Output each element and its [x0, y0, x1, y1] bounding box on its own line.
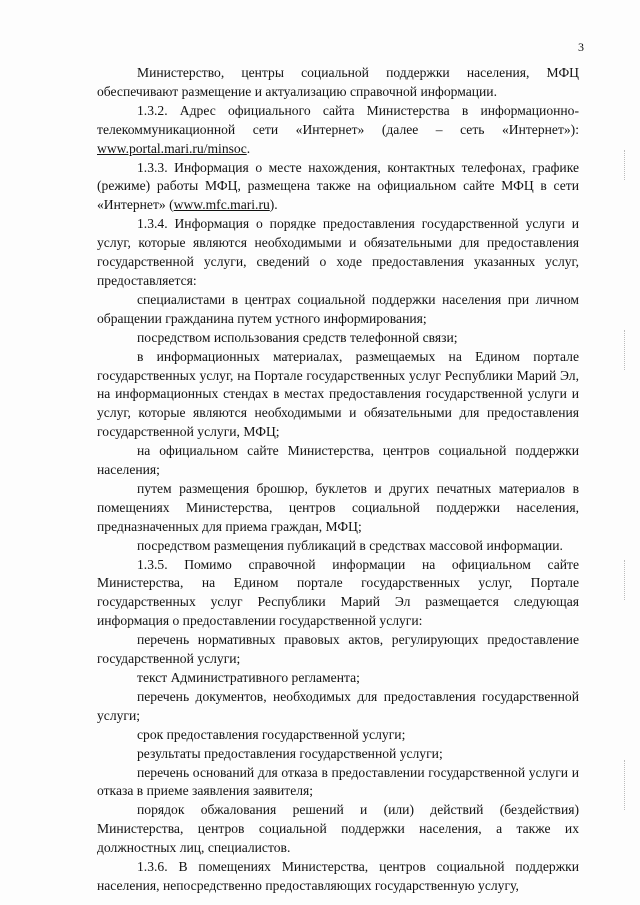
list-item: порядок обжалования решений и (или) действий (бездействия) Министерства, центров социальной поддержки населения, а также их должностных лиц, специалистов.	[97, 802, 579, 856]
list-item: на официальном сайте Министерства, центров социальной поддержки населения;	[97, 443, 579, 478]
page-number: 3	[578, 40, 584, 54]
mfc-site-link[interactable]: www.mfc.mari.ru	[173, 197, 270, 213]
paragraph-text: 1.3.2. Адрес официального сайта Министерства в информационно-телекоммуникационной сети «Интернет» (далее – сеть «Интернет»):	[97, 102, 579, 137]
list-item: в информационных материалах, размещаемых на Едином портале государственных услуг, на Портале государственных услуг Республики Марий Эл, на информационных стендах в местах предоставления государственной услуги и услуг, которые являются необходимыми и обязательными для предоставления государственной услуги, МФЦ;	[97, 348, 579, 440]
list-item: результаты предоставления государственной услуги;	[137, 745, 443, 761]
list-item: специалистами в центрах социальной поддержки населения при личном обращении гражданина путем устного информирования;	[97, 291, 579, 326]
list-item: путем размещения брошюр, буклетов и других печатных материалов в помещениях Министерства, центров социальной поддержки населения, предназначенных для приема граждан, МФЦ;	[97, 480, 579, 534]
paragraph-1-3-6: 1.3.6. В помещениях Министерства, центров социальной поддержки населения, непосредственно предоставляющих государственную услугу,	[97, 859, 579, 893]
punctuation: .	[246, 140, 251, 156]
list-item: посредством использования средств телефонной связи;	[137, 329, 458, 345]
scan-edge-mark	[624, 760, 626, 810]
list-item: перечень оснований для отказа в предоставлении государственной услуги и отказа в приеме заявления заявителя;	[97, 764, 579, 799]
list-item: перечень документов, необходимых для предоставления государственной услуги;	[97, 688, 579, 723]
scan-edge-mark	[624, 560, 626, 600]
ministry-site-link[interactable]: www.portal.mari.ru/minsoc	[97, 140, 247, 156]
scan-edge-mark	[624, 150, 626, 180]
list-item: перечень нормативных правовых актов, регулирующих предоставление государственной услуги;	[97, 632, 579, 667]
paragraph-1-3-5: 1.3.5. Помимо справочной информации на официальном сайте Министерства, на Едином портале государственных услуг, Портале государственных услуг Республики Марий Эл размещается следующая информация о предоставлении государственной услуги:	[97, 556, 579, 629]
punctuation: ).	[269, 197, 278, 213]
paragraph: Министерство, центры социальной поддержки населения, МФЦ обеспечивают размещение и актуализацию справочной информации.	[97, 65, 579, 99]
document-body	[97, 64, 579, 896]
paragraph-text: 1.3.3. Информация о месте нахождения, контактных телефонах, графике (режиме) работы МФЦ, размещена также на официальном сайте МФЦ в сети «Интернет» (	[97, 159, 579, 213]
paragraph-1-3-3	[97, 159, 579, 216]
paragraph-1-3-4: 1.3.4. Информация о порядке предоставления государственной услуги и услуг, которые являются необходимыми и обязательными для предоставления государственной услуги, сведений о ходе предоставления указанных услуг, предоставляется:	[97, 216, 579, 288]
list-item: срок предоставления государственной услуги;	[137, 726, 406, 742]
list-item: текст Административного регламента;	[137, 670, 360, 685]
list-item: посредством размещения публикаций в средствах массовой информации.	[137, 537, 563, 553]
scan-edge-mark	[624, 330, 626, 370]
paragraph-1-3-2	[97, 102, 579, 159]
